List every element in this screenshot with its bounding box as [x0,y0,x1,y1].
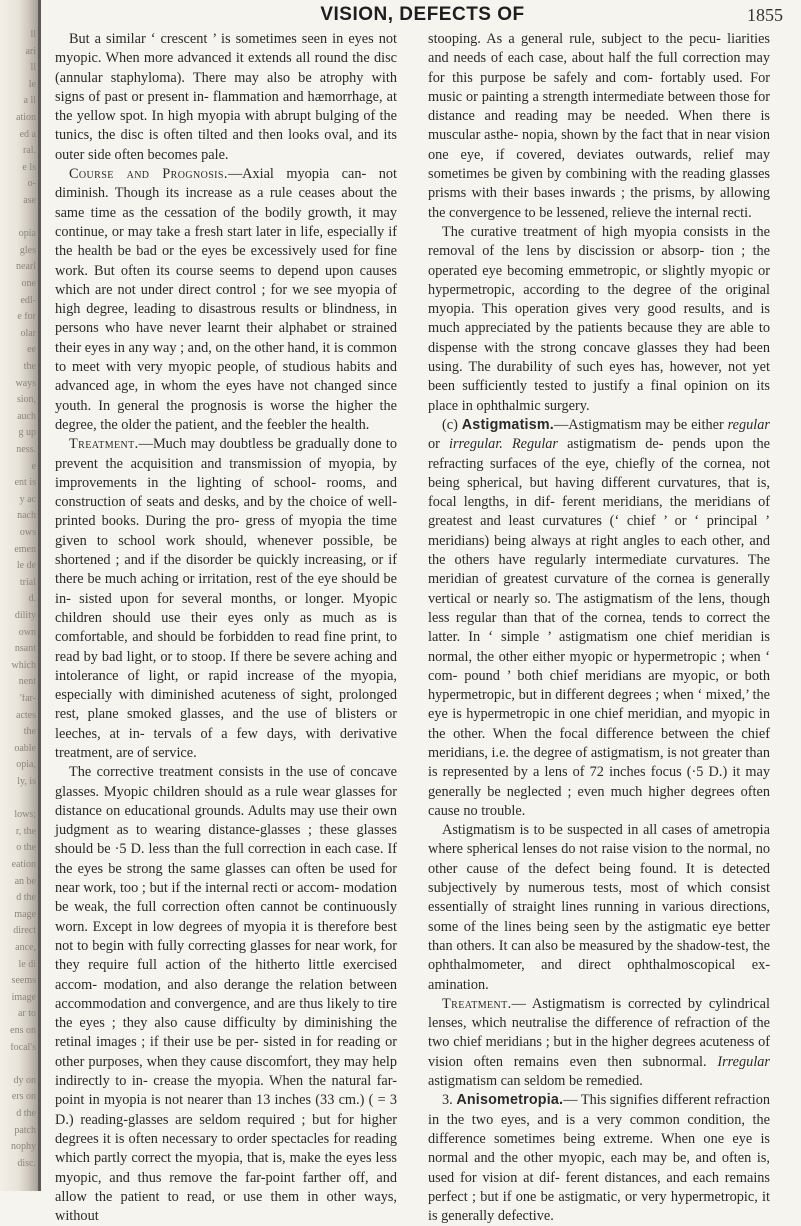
gutter-fragment: ent is [14,478,36,489]
paragraph-stooping: stooping. As a general rule, subject to the pecu- liarities and needs of each case, about half the full correction may for this purpose be safely and com- fortably used. For music or painting a strength intermediate between those for distance and reading may be needed. When there is muscular asthe- nopia, shown by the fact that in near vision one eye, if covered, deviates outwards, relief may sometimes be given by combining with the reading glasses prisms with their bases inwards ; the prisms, by allowing the convergence to be lessened, relieve the internal recti. [428,31,770,221]
gutter-fragment: opia, [16,760,36,771]
gutter-fragment: emen [14,544,36,555]
gutter-fragment: ari [25,46,36,57]
paragraph-course-prognosis: Course and Prognosis.—Axial myopia can- not diminish. Though its increase as a rule ceases about the same time as the cessation of the bodily growth, it may continue, or may take a fresh start later in life, especially if the health be bad or the eyes be excessively used for fine work. But often its course seems to depend upon causes which are not under direct control ; for we see myopia of high degree, leading to disastrous results or blindness, in persons who have never learnt their alphabet or strained their eyes in any way ; and, on the other hand, it is common to meet with very myopic people, of studious habits and advanced age, in whom the eyes have not changed since youth. In general the prognosis is worse the higher the degree, the older the patient, and the feebler the health. [55,166,397,433]
gutter-fragment: d. [28,594,36,605]
gutter-fragment: which [11,660,36,671]
heading-astigmatism: Astigmatism. [461,416,554,433]
gutter-fragment: a ll [23,96,36,107]
gutter-fragment: image [11,992,36,1003]
binding-gutter [0,0,40,1191]
gutter-fragment: ness. [16,445,36,455]
gutter-fragment: auch [17,411,36,422]
gutter-fragment: ways [15,378,36,389]
running-title: VISION, DEFECTS OF [320,4,525,25]
gutter-fragment: nent [18,677,36,688]
gutter-fragment: ance, [15,943,36,953]
gutter-fragment: o the [16,843,36,854]
paragraph-anisometropia: 3. Anisometropia.— This signifies different refraction in the two eyes, and is a very common condition, the difference sometimes being extreme. When one eye is normal and the other myopic, each may be, and often is, used for vision at dif- ferent distances, and each remains perfect ; but if one be astigmatic, or very hypermetropic, it is generally defective. [428,1092,770,1225]
gutter-fragment: ar to [17,1009,36,1020]
gutter-fragment: patch [14,1125,36,1136]
gutter-fragment: own [18,627,36,638]
page-number: 1855 [747,5,783,25]
gutter-shadow-edge [38,0,41,1191]
gutter-fragment: the [23,362,36,372]
heading-course-prognosis: Course and Prognosis. [69,166,228,183]
gutter-fragment: ly, is [17,777,36,787]
gutter-fragment: e ls [22,162,36,173]
gutter-fragment: lows; [14,810,36,821]
gutter-fragment: e [31,461,36,472]
gutter-fragment: ation [16,113,36,123]
gutter-fragment: sion, [16,395,36,406]
gutter-fragment: focal's [10,1042,36,1053]
gutter-fragment: nach [17,511,36,522]
gutter-fragment: ed a [19,129,36,140]
gutter-fragment: trial [19,577,36,588]
gutter-fragment: an be [14,876,36,887]
gutter-fragment: nearl [16,262,36,273]
gutter-text-fragments [0,0,36,1191]
gutter-fragment: disc. [17,1158,36,1169]
gutter-fragment: eation [11,860,36,870]
gutter-fragment: d the [16,1109,36,1119]
heading-treatment: Treatment. [69,436,139,453]
heading-anisometropia: Anisometropia. [456,1092,564,1109]
gutter-fragment: e for [17,312,36,323]
gutter-fragment: ll [30,63,36,74]
paragraph-treatment: Treatment.—Much may doubtless be gradually done to prevent the acquisition and transmission of myopia, by improvements in the lighting of school- rooms, and construction of seats and desks, and by the choice of well-printed books. During the pro- gress of myopia the time given to school work should, whenever possible, be shortened ; and if the disorder be quickly increasing, or if there be much aching or irritation, rest of the eye should be in- sisted upon for several months, or longer. Myopic children should use their eyes only as much as is comfortable, and should be forbidden to read fine print, to read by bad light, or to stoop. If there be severe aching and intolerance of light, or rapid increase of the myopia, especially with diminished acuteness of sight, prolonged rest, plane smoked glasses, and the use of blisters or leeches, at in- tervals of a few days, with derivative treatment, are of service. [55,436,397,761]
gutter-fragment: le [28,79,36,90]
gutter-fragment: dy on [13,1075,36,1086]
gutter-fragment: ral. [22,146,36,157]
gutter-fragment: ers on [11,1092,36,1103]
gutter-fragment: le de [16,561,36,572]
gutter-fragment: ens on [10,1026,36,1036]
left-column [55,30,397,1226]
gutter-fragment: o- [27,179,36,190]
paragraph-astigmatism-detection: Astigmatism is to be suspected in all cases of ametropia where spherical lenses do not raise vision to the normal, no other cause of the defect being found. It is detected subjectively by numerous tests, most of which consist essentially of straight lines running in various directions, some of the lines being seen by the astigmatic eye better than others. It can also be measured by the shadow-test, the ophthalmometer, and direct ophthalmoscopical ex- amination. [428,822,770,993]
page-header [50,4,795,28]
paragraph-astigmatism: (c) Astigmatism.—Astigmatism may be either regular or irregular. Regular astigmatism de- pends upon the refracting surfaces of the eye, chiefly of the cornea, not being spherical, but having different curvatures, that is, focal lengths, in dif- ferent meridians, the meridians of greatest and least curvatures (‘ chief ’ or ‘ principal ’ meridians) being always at right angles to each other, and the others have regularly intermediate curvatures. The meridian of greatest curvature of the cornea is generally vertical or nearly so. The astigmatism of the lens, though less regular than that of the cornea, tends to correct the latter. In ‘ simple ’ astigmatism one chief meridian is normal, the other either myopic or hypermetropic ; when ‘ com- pound ’ both chief meridians are myopic, or both hypermetropic, but in different degrees ; when ‘ mixed,’ the eye is hypermetropic in one chief meridian, and myopic in the other. When the focal difference between the chief meridians, i.e. the degree of astigmatism, is not greater than is represented by a lens of 72 inches focus (·5 D.) it may generally be neglected ; even much higher degrees often cause no trouble. [428,416,771,819]
gutter-fragment: ee [27,345,36,356]
gutter-fragment: the [23,727,36,738]
gutter-fragment: ows [19,528,36,538]
heading-astigmatism-treatment: Treatment. [442,995,512,1012]
gutter-fragment: direct [13,926,36,937]
paragraph-crescent: But a similar ‘ crescent ’ is sometimes seen in eyes not myopic. When more advanced it extends all round the disc (annular staphyloma). There may also be atrophy with signs of past or present in- flammation and hæmorrhage, at the yellow spot. In high myopia with abrupt bulging of the tunics, the disc is often tilted and then looks oval, and its outer side often becomes pale. [55,31,397,163]
gutter-fragment: 'far- [19,694,36,704]
gutter-fragment: nsant [14,644,36,655]
gutter-fragment: mage [14,909,36,920]
gutter-fragment: ll [30,30,36,40]
paragraph-corrective-treatment: The corrective treatment consists in the use of concave glasses. Myopic children should as a rule wear glasses for distance on educational grounds. Adults may use their own judgment as to wearing distance-glasses ; these glasses should be ·5 D. less than the full correction in each case. If the eyes be strong the same glasses can often be used for near work, too ; but if the internal recti or accom- modation be weak, the full correction often cannot be continuously worn. Except in low degrees of myopia it is therefore best not to begin with fully correcting glasses for near work, for they require full action of the hitherto little exercised accom- modation, and also derange the relation between accommodation and convergence, and are thus likely to tire the eyes ; they also cause difficulty by diminishing the retinal images ; if their use be per- sisted in for reading or other purposes, when they cause discomfort, they may help indirectly to in- crease the myopia. When the natural far-point in myopia is not nearer than 13 inches (33 cm.) ( = 3 D.) reading-glasses are seldom required ; but for higher degrees it is often necessary to order spectacles for reading which partly correct the myopia, that is, make the eyes less myopic, and thus remove the far-point farther off, and allow the patient to read, or use them in other ways, without [55,764,397,1225]
gutter-fragment: y ac [19,494,36,505]
paragraph-curative-treatment: The curative treatment of high myopia consists in the removal of the lens by discission or absorp- tion ; the operated eye becoming emmetropic, or slightly myopic or hypermetropic, according to the degree of the original myopia. This operation gives very good results, and is much appreciated by the patients because they are able to dispense with the strong concave glasses they had been using. The durability of such eyes has, however, not yet been sufficiently tested to justify a final opinion on its place in ophthalmic surgery. [428,223,770,414]
gutter-fragment: actes [16,710,36,721]
gutter-fragment: dility [14,611,36,621]
gutter-fragment: oable [14,743,36,754]
right-column [428,30,770,1226]
gutter-fragment: r, the [15,826,36,837]
gutter-fragment [2,213,36,223]
gutter-fragment: le di [18,959,36,970]
gutter-fragment: ase [23,196,36,206]
gutter-fragment: gles [19,245,36,256]
gutter-fragment: d the [16,893,36,904]
gutter-fragment [2,794,36,804]
gutter-fragment: nophy [11,1142,36,1153]
gutter-fragment: edl- [20,295,36,306]
gutter-fragment: olar [20,328,36,339]
gutter-fragment: opia [18,229,36,240]
gutter-fragment: one [21,279,36,289]
paragraph-astigmatism-treatment: Treatment.— Astigmatism is corrected by cylindrical lenses, which neutralise the difference of refraction of the two chief meridians ; but in the higher degrees acuteness of vision often remains even then subnormal. Irregular astigmatism can seldom be remedied. [428,995,770,1090]
gutter-fragment: seems [11,976,36,987]
gutter-fragment [2,1059,36,1069]
gutter-fragment: g up [18,428,36,439]
